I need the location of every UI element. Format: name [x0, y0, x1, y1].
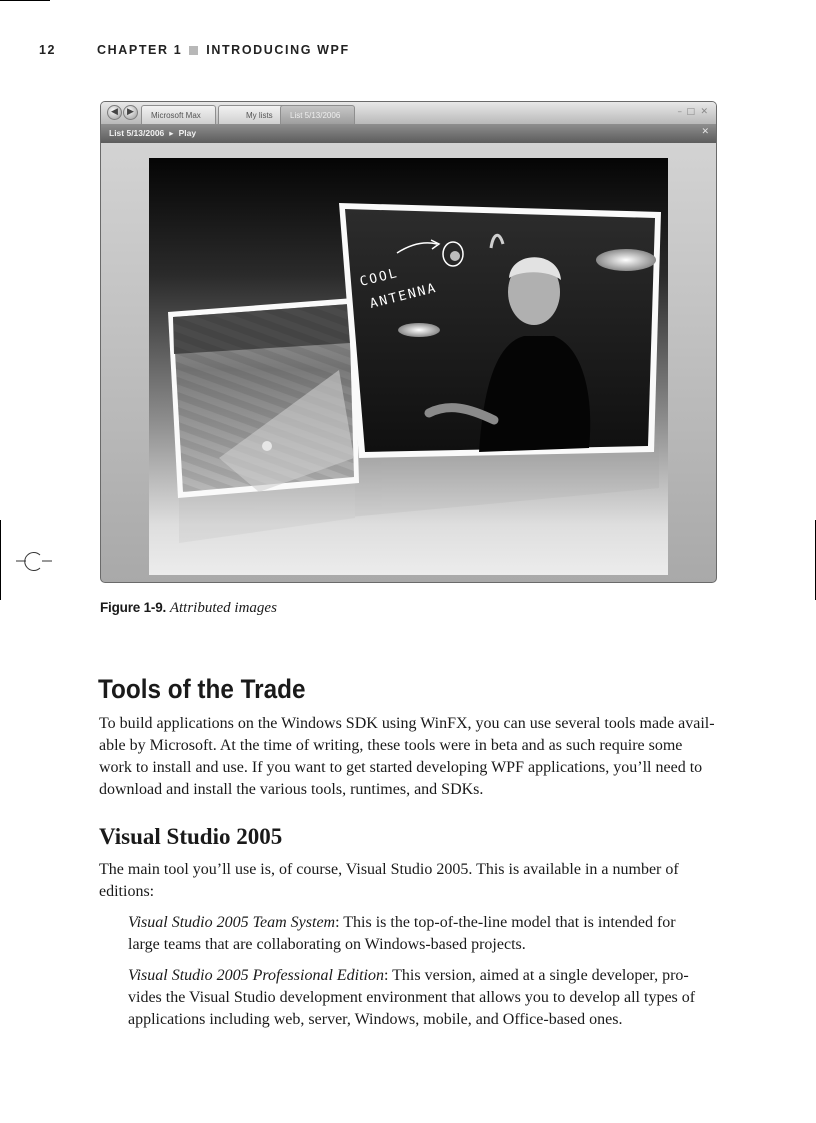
breadcrumb-bar [101, 124, 716, 143]
minimize-icon[interactable]: – [677, 107, 682, 117]
annotation-line-2: ANTENNA [368, 280, 439, 312]
forward-arrow-icon[interactable]: ▶ [123, 105, 138, 120]
character-photo [339, 203, 661, 458]
crop-mark-left-upper [0, 520, 1, 600]
figure-app-window [100, 101, 717, 583]
photo-stage [149, 158, 668, 575]
tab-list-5-13-2006[interactable]: List 5/13/2006 [280, 105, 355, 124]
running-header [39, 42, 350, 58]
baseball-photo [168, 298, 359, 498]
annotation-line-1: COOL [358, 265, 401, 290]
window-titlebar [101, 102, 716, 124]
breadcrumb [109, 128, 196, 139]
subsection-heading: Visual Studio 2005 [99, 824, 283, 849]
intro-line: able by Microsoft. At the time of writing, these tools were in beta and as such require some [99, 737, 683, 754]
tab-my-lists[interactable]: My lists [218, 105, 293, 124]
edition-item-line [128, 912, 724, 934]
crop-mark-top-left [0, 0, 50, 1]
edition-item-line: applications including web, server, Windows, mobile, and Office-based ones. [128, 1011, 623, 1028]
page-number: 12 [39, 43, 57, 57]
section-heading: Tools of the Trade [98, 674, 306, 704]
breadcrumb-root[interactable]: List 5/13/2006 [109, 128, 165, 138]
tab-microsoft-max[interactable]: Microsoft Max [141, 105, 216, 124]
figure-caption-text: Attributed images [169, 600, 277, 616]
vs-intro-line: The main tool you’ll use is, of course, Visual Studio 2005. This is available in a number of [99, 861, 679, 878]
edition-description: : This version, aimed at a single developer, pro- [384, 967, 689, 984]
chapter-label: CHAPTER 1 [97, 43, 183, 57]
figure-caption [100, 600, 277, 617]
edition-item-line: large teams that are collaborating on Windows-based projects. [128, 936, 526, 953]
edition-term: Visual Studio 2005 Team System [128, 914, 336, 931]
registration-mark [14, 548, 54, 578]
intro-line: To build applications on the Windows SDK using WinFX, you can use several tools made avail- [99, 715, 715, 732]
intro-line: download and install the various tools, runtimes, and SDKs. [99, 781, 484, 798]
photo-collage [149, 158, 668, 575]
edition-term: Visual Studio 2005 Professional Edition [128, 967, 384, 984]
maximize-icon[interactable]: □ [686, 107, 695, 117]
breadcrumb-separator-icon: ▸ [169, 128, 174, 138]
figure-label: Figure 1-9. [100, 600, 167, 615]
square-bullet-icon [189, 46, 198, 55]
back-arrow-icon[interactable]: ◀ [107, 105, 122, 120]
intro-line: work to install and use. If you want to get started developing WPF applications, you’ll need to [99, 759, 703, 776]
breadcrumb-current: Play [178, 128, 197, 138]
close-icon[interactable]: ✕ [700, 107, 708, 117]
edition-description: : This is the top-of-the-line model that is intended for [335, 914, 676, 931]
close-list-icon[interactable]: ✕ [701, 127, 709, 137]
edition-item-line [128, 965, 724, 987]
vs-intro-line: editions: [99, 883, 155, 900]
chapter-title: INTRODUCING WPF [206, 43, 350, 57]
edition-item-line: vides the Visual Studio development environment that allows you to develop all types of [128, 989, 696, 1006]
